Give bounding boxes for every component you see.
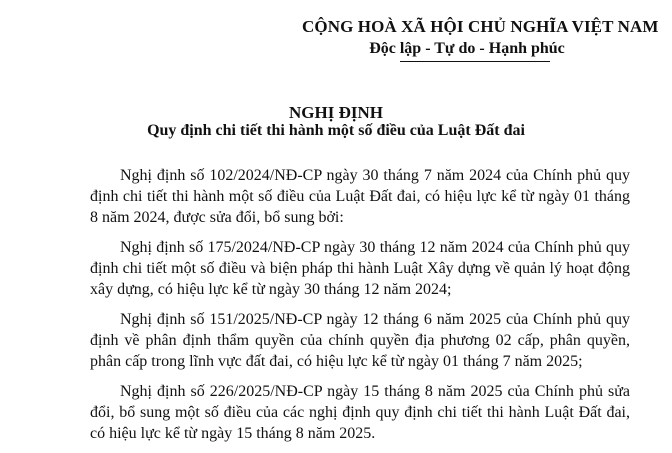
national-motto: Độc lập - Tự do - Hạnh phúc [369, 40, 565, 57]
national-title: CỘNG HOÀ XÃ HỘI CHỦ NGHĨA VIỆT NAM [302, 17, 659, 36]
document-type-title: NGHỊ ĐỊNH [289, 103, 383, 122]
motto-underline [400, 61, 550, 62]
document-subject: Quy định chi tiết thi hành một số điều của Luật Đất đai [147, 122, 525, 139]
paragraph-decree-226: Nghị định số 226/2025/NĐ-CP ngày 15 tháng 8 năm 2025 của Chính phủ sửa đổi, bổ sung một số điều của các nghị định quy định chi tiết thi hành Luật Đất đai, có hiệu lực kể từ ngày 15 tháng 8 năm 2025. [90, 383, 630, 442]
document-body [90, 165, 630, 453]
paragraph-decree-151: Nghị định số 151/2025/NĐ-CP ngày 12 tháng 6 năm 2025 của Chính phủ quy định về phân định thẩm quyền của chính quyền địa phương 02 cấp, phân quyền, phân cấp trong lĩnh vực đất đai, có hiệu lực kể từ ngày 01 tháng 7 năm 2025; [90, 311, 630, 370]
paragraph-decree-175: Nghị định số 175/2024/NĐ-CP ngày 30 tháng 12 năm 2024 của Chính phủ quy định chi tiết một số điều và biện pháp thi hành Luật Xây dựng về quản lý hoạt động xây dựng, có hiệu lực kể từ ngày 30 tháng 12 năm 2024; [90, 239, 630, 298]
paragraph-decree-102: Nghị định số 102/2024/NĐ-CP ngày 30 tháng 7 năm 2024 của Chính phủ quy định chi tiết thi hành một số điều của Luật Đất đai, có hiệu lực kể từ ngày 01 tháng 8 năm 2024, được sửa đổi, bổ sung bởi: [90, 167, 630, 226]
